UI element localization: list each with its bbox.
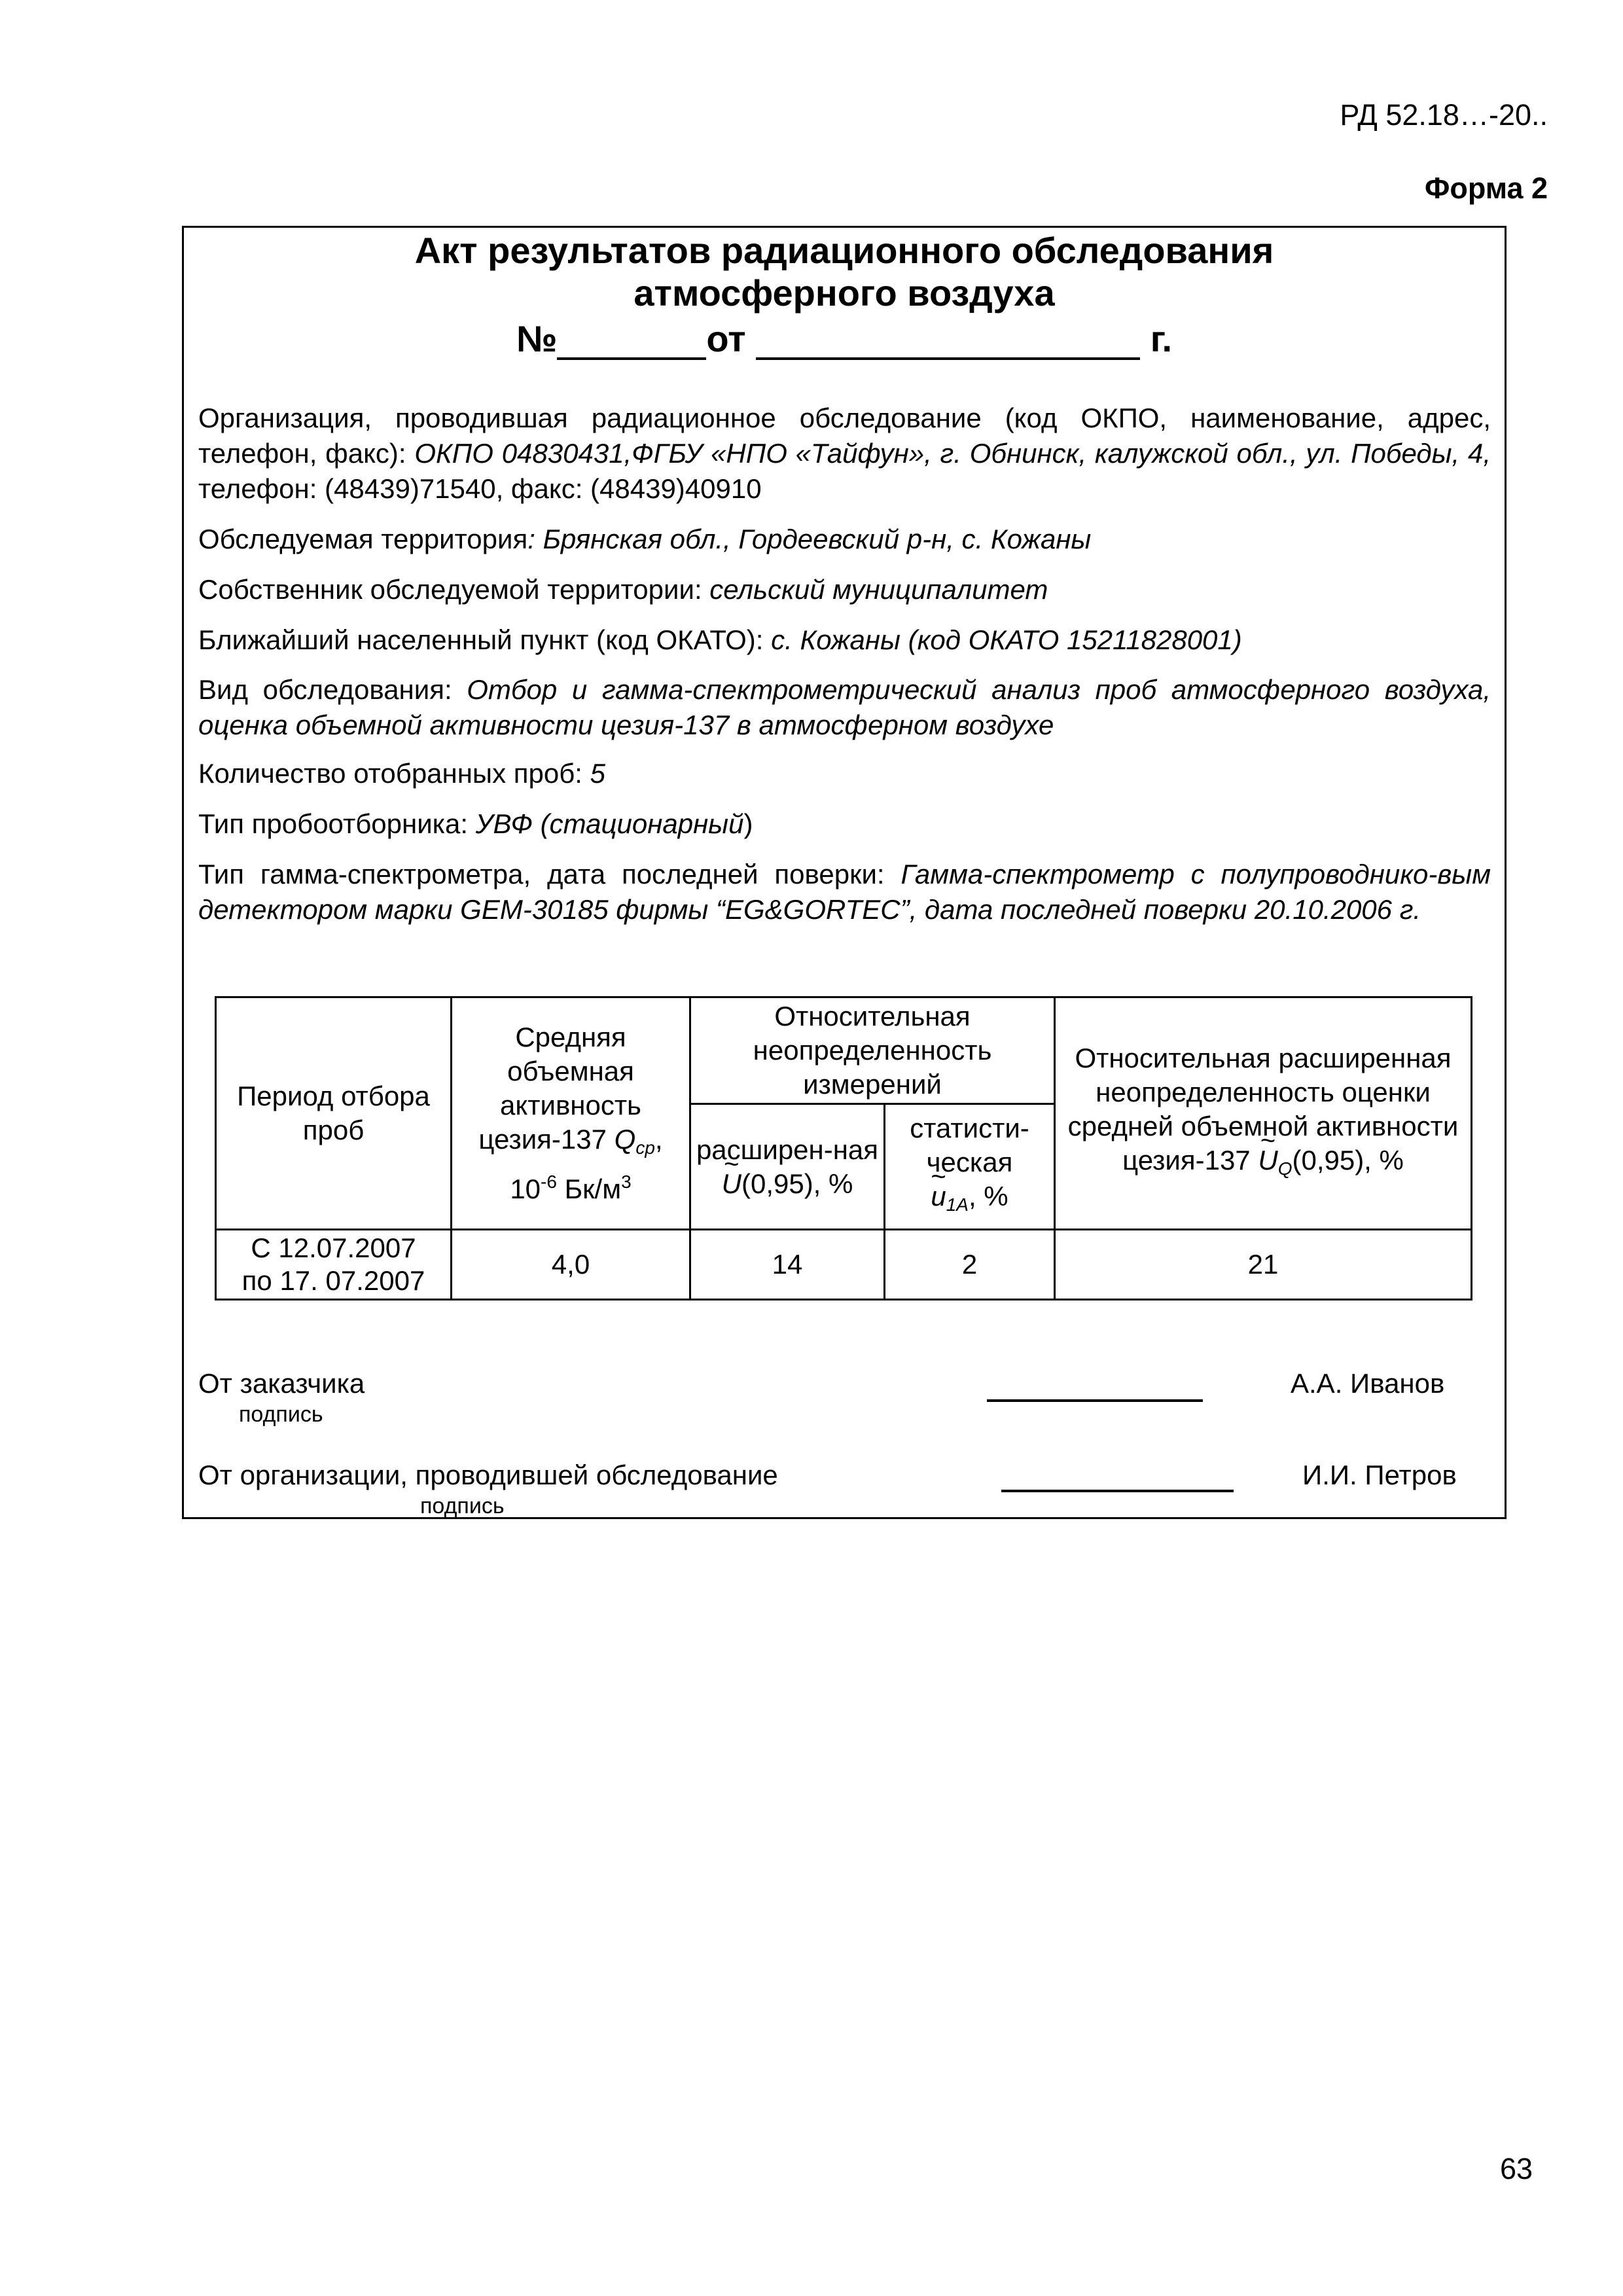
- survey-type-label: Вид обследования:: [198, 674, 467, 705]
- cell-relext: 21: [1055, 1230, 1472, 1300]
- sampler-label: Тип пробоотборника:: [198, 808, 476, 839]
- org-signature-line: [1001, 1490, 1234, 1492]
- act-title-line1: Акт результатов радиационного обследования: [414, 230, 1274, 271]
- cell-ext: 14: [690, 1230, 885, 1300]
- header-stat-symbol: ~ u: [931, 1179, 946, 1213]
- header-rel-extended: [1055, 997, 1472, 1230]
- customer-name: А.А. Иванов: [1291, 1368, 1445, 1399]
- territory-label: Обследуемая территория: [198, 524, 528, 554]
- header-ext-text: расширен-ная: [696, 1134, 879, 1165]
- org-value: ОКПО 04830431,ФГБУ «НПО «Тайфун», г. Обнинск, калужской обл., ул. Победы, 4,: [414, 438, 1491, 469]
- sampler-field: [198, 806, 1491, 842]
- spectrometer-label: Тип гамма-спектрометра, дата последней поверки:: [198, 859, 901, 889]
- period-end: по 17. 07.2007: [241, 1265, 425, 1296]
- table-row: [216, 1230, 1472, 1300]
- header-relext-symbol: ~ U: [1258, 1143, 1277, 1177]
- org-sig-hint: подпись: [420, 1494, 505, 1518]
- owner-label: Собственник обследуемой территории:: [198, 574, 710, 605]
- cell-stat: 2: [885, 1230, 1055, 1300]
- document-code: РД 52.18…-20..: [1340, 98, 1548, 132]
- samples-value: 5: [590, 758, 606, 789]
- header-ext-symbol: ~ U: [722, 1167, 741, 1201]
- header-period: Период отбора проб: [216, 997, 452, 1230]
- header-stat-text: статисти-ческая: [910, 1113, 1029, 1177]
- sampler-close: ): [743, 808, 753, 839]
- survey-type-field: [198, 672, 1491, 743]
- header-statistical: [885, 1104, 1055, 1230]
- owner-value: сельский муниципалитет: [709, 574, 1048, 605]
- cell-period: [216, 1230, 452, 1300]
- header-avg-qsub: ср: [635, 1138, 655, 1158]
- header-relext-sub: Q: [1277, 1158, 1293, 1179]
- results-table: [215, 996, 1472, 1300]
- org-label: Организация, проводившая радиационное обследование (код ОКПО, наименование, адрес, телефон, факс):: [198, 403, 1491, 469]
- org-field: [198, 401, 1491, 507]
- page-number: 63: [1499, 2152, 1533, 2185]
- org-phone: телефон: (48439)71540, факс: (48439)40910: [198, 473, 762, 504]
- header-relext-text2: цезия-137: [1122, 1144, 1258, 1175]
- header-ext-text2: (0,95), %: [741, 1168, 853, 1199]
- customer-sig-hint: подпись: [239, 1402, 323, 1427]
- period-start: С 12.07.2007: [251, 1232, 416, 1263]
- sampler-value: УВФ (стационарный: [475, 808, 744, 839]
- territory-value: : Брянская обл., Гордеевский р-н, с. Кожаны: [527, 524, 1092, 554]
- settlement-label: Ближайший населенный пункт (код ОКАТО):: [198, 624, 772, 655]
- settlement-field: [198, 622, 1491, 658]
- header-stat-sub: 1A: [946, 1194, 969, 1215]
- spectrometer-value: Гамма-спектрометр с полупроводнико-вым детектором марки GEM-30185 фирмы “EG&GORTEC”, дата последней поверки 20.10.2006 г.: [198, 859, 1491, 925]
- cell-avg: 4,0: [452, 1230, 690, 1300]
- number-blank: [557, 323, 706, 360]
- header-avg-unit-sup: 3: [621, 1172, 632, 1192]
- date-blank: [756, 323, 1140, 360]
- header-extended: [690, 1104, 885, 1230]
- header-relext-text: Относительная расширенная неопределенность оценки средней объемной активности: [1067, 1042, 1459, 1141]
- settlement-value: с. Кожаны (код ОКАТО 15211828001): [771, 624, 1242, 655]
- header-stat-text2: , %: [968, 1181, 1008, 1211]
- act-title-line2: атмосферного воздуха: [633, 272, 1055, 314]
- customer-signature-line: [987, 1399, 1203, 1402]
- date-prefix: от: [706, 318, 746, 359]
- header-rel-uncertainty: Относительная неопределенность измерений: [690, 997, 1055, 1104]
- customer-label: От заказчика: [198, 1368, 365, 1399]
- owner-field: [198, 572, 1491, 607]
- header-avg-unit-exp: -6: [541, 1172, 557, 1192]
- year-suffix: г.: [1150, 318, 1173, 359]
- spectrometer-field: [198, 857, 1491, 927]
- header-avg-q: Q: [614, 1124, 636, 1155]
- table-header-row: [216, 997, 1472, 1104]
- act-number-line: [182, 317, 1507, 360]
- samples-label: Количество отобранных проб:: [198, 758, 590, 789]
- form-label: Форма 2: [1424, 171, 1548, 205]
- header-avg-unit-b: Бк/м: [556, 1174, 622, 1204]
- number-prefix: №: [516, 318, 558, 359]
- header-avg-unit: 10: [510, 1174, 541, 1204]
- org-sign-name: И.И. Петров: [1302, 1460, 1457, 1490]
- org-sign-label: От организации, проводившей обследование: [198, 1460, 778, 1490]
- survey-type-value: Отбор и гамма-спектрометрический анализ проб атмосферного воздуха, оценка объемной активности цезия-137 в атмосферном воздухе: [198, 674, 1491, 740]
- header-avg-text: Средняя объемная активность цезия-137: [478, 1022, 641, 1155]
- territory-field: [198, 522, 1491, 557]
- header-relext-text3: (0,95), %: [1292, 1144, 1404, 1175]
- header-avg-activity: Средняя объемная активность цезия-137 $Q_{ср}$, $10^{-6}$ $Бк/м^3$: [452, 997, 690, 1230]
- samples-field: [198, 756, 1491, 791]
